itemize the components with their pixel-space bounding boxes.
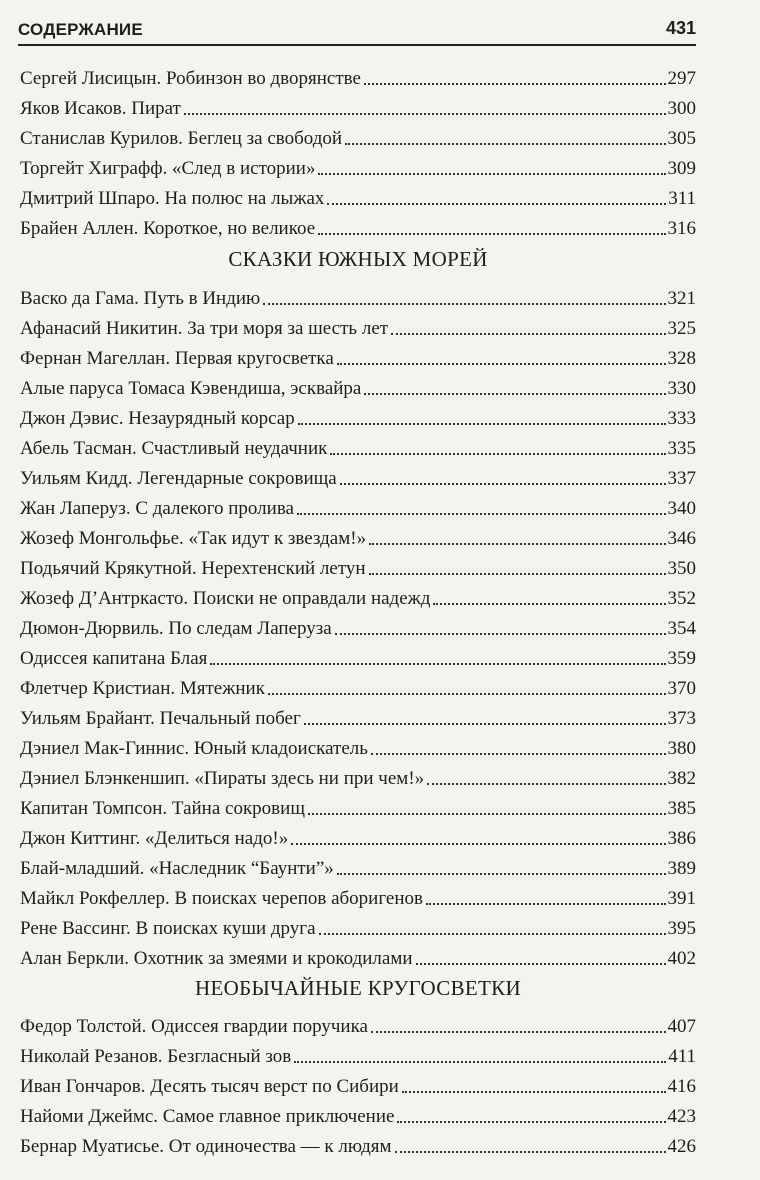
entry-page: 340 [667,498,696,519]
entry-title: Капитан Томпсон. Тайна сокровищ [20,798,305,819]
dot-leader [402,1091,666,1093]
dot-leader [395,1151,666,1153]
entry-page: 423 [667,1106,696,1127]
section-heading: СКАЗКИ ЮЖНЫХ МОРЕЙ [228,247,488,271]
dot-leader [291,843,665,845]
entry-title: Алые паруса Томаса Кэвендиша, эсквайра [20,378,362,399]
dot-leader [371,1031,666,1033]
entry-title: Афанасий Никитин. За три моря за шесть лет [20,318,389,339]
dot-leader [364,393,665,395]
dot-leader [337,363,666,365]
dot-leader [184,113,666,115]
dot-leader [268,693,666,695]
entry-page: 411 [668,1046,696,1067]
toc-entry [20,432,696,460]
entry-page: 395 [667,918,696,939]
dot-leader [210,663,665,665]
entry-page: 386 [667,828,696,849]
toc-entry [20,552,696,580]
entry-title: Жозеф Монгольфье. «Так идут к звездам!» [20,528,367,549]
toc-entry [20,492,696,520]
toc-entry [20,1010,696,1038]
dot-leader [337,873,666,875]
dot-leader [416,963,666,965]
entry-title: Дэниел Мак-Гиннис. Юный кладоискатель [20,738,368,759]
entry-page: 389 [667,858,696,879]
toc-entry [20,1130,696,1158]
toc-entry [20,912,696,940]
toc-entry [20,852,696,880]
entry-page: 354 [667,618,696,639]
section-heading: НЕОБЫЧАЙНЫЕ КРУГОСВЕТКИ [195,976,521,1000]
toc-entry [20,312,696,340]
entry-title: Брайен Аллен. Короткое, но великое [20,218,316,239]
page-number: 431 [665,18,696,38]
dot-leader [364,83,666,85]
entry-page: 426 [667,1136,696,1157]
page-header [18,18,696,46]
entry-title: Сергей Лисицын. Робинзон во дворянстве [20,68,361,89]
toc-entry [20,882,696,910]
entry-title: Дюмон-Дюрвиль. По следам Лаперуза [20,618,332,639]
toc-entry [20,612,696,640]
toc-entry [20,702,696,730]
entry-title: Абель Тасман. Счастливый неудачник [20,438,328,459]
entry-page: 380 [667,738,696,759]
entry-page: 328 [667,348,696,369]
running-title: СОДЕРЖАНИЕ [18,20,143,39]
entry-title: Джон Дэвис. Незаурядный корсар [20,408,295,429]
entry-title: Иван Гончаров. Десять тысяч верст по Сибири [20,1076,399,1097]
entry-title: Рене Вассинг. В поисках куши друга [20,918,316,939]
entry-page: 407 [667,1016,696,1037]
toc-entry [20,522,696,550]
dot-leader [345,143,665,145]
toc-entry [20,92,696,120]
dot-leader [397,1121,665,1123]
entry-title: Джон Киттинг. «Делиться надо!» [20,828,289,849]
entry-page: 309 [667,158,696,179]
entry-page: 402 [667,948,696,969]
toc-entry [20,282,696,310]
entry-title: Уильям Брайант. Печальный побег [20,708,301,729]
entry-title: Алан Беркли. Охотник за змеями и крокодилами [20,948,413,969]
dot-leader [319,933,666,935]
toc-entry [20,1070,696,1098]
toc-entry [20,342,696,370]
dot-leader [318,233,665,235]
dot-leader [318,173,665,175]
dot-leader [433,603,665,605]
dot-leader [371,753,666,755]
entry-title: Фернан Магеллан. Первая кругосветка [20,348,334,369]
entry-title: Федор Толстой. Одиссея гвардии поручика [20,1016,368,1037]
entry-title: Дмитрий Шпаро. На полюс на лыжах [20,188,325,209]
toc-entry [20,152,696,180]
entry-title: Одиссея капитана Блая [20,648,208,669]
entry-page: 297 [667,68,696,89]
entry-page: 330 [667,378,696,399]
entry-page: 391 [667,888,696,909]
dot-leader [294,1061,666,1063]
entry-title: Жозеф Д’Антркасто. Поиски не оправдали надежд [20,588,431,609]
entry-title: Яков Исаков. Пират [20,98,181,119]
dot-leader [298,423,666,425]
dot-leader [427,783,665,785]
entry-title: Блай-младший. «Наследник “Баунти”» [20,858,334,879]
toc-entry [20,762,696,790]
toc-entry [20,62,696,90]
entry-page: 359 [667,648,696,669]
toc-entry [20,672,696,700]
entry-page: 350 [667,558,696,579]
entry-page: 346 [667,528,696,549]
dot-leader [335,633,666,635]
dot-leader [340,483,666,485]
dot-leader [263,303,665,305]
entry-title: Васко да Гама. Путь в Индию [20,288,261,309]
dot-leader [369,543,665,545]
toc-entry [20,462,696,490]
entry-title: Бернар Муатисье. От одиночества — к людям [20,1136,392,1157]
toc-entry [20,212,696,240]
toc-entry [20,942,696,970]
entry-title: Станислав Курилов. Беглец за свободой [20,128,343,149]
dot-leader [391,333,665,335]
entry-page: 300 [667,98,696,119]
toc-entry [20,732,696,760]
entry-page: 311 [668,188,696,209]
toc-entry [20,822,696,850]
entry-page: 382 [667,768,696,789]
toc-entry [20,1040,696,1068]
entry-page: 373 [667,708,696,729]
dot-leader [308,813,666,815]
dot-leader [369,573,666,575]
entry-title: Флетчер Кристиан. Мятежник [20,678,265,699]
toc-entry [20,792,696,820]
entry-title: Найоми Джеймс. Самое главное приключение [20,1106,395,1127]
toc-entry [20,402,696,430]
toc-entry [20,122,696,150]
entry-page: 337 [667,468,696,489]
toc-entry [20,642,696,670]
entry-title: Уильям Кидд. Легендарные сокровища [20,468,337,489]
dot-leader [297,513,666,515]
dot-leader [426,903,666,905]
entry-title: Подьячий Крякутной. Нерехтенский летун [20,558,366,579]
toc-entry [20,182,696,210]
dot-leader [330,453,665,455]
entry-page: 416 [667,1076,696,1097]
entry-page: 333 [667,408,696,429]
entry-page: 352 [667,588,696,609]
entry-title: Дэниел Блэнкеншип. «Пираты здесь ни при чем!» [20,768,425,789]
dot-leader [304,723,666,725]
toc-entry [20,1100,696,1128]
entry-page: 305 [667,128,696,149]
entry-page: 316 [667,218,696,239]
entry-title: Торгейт Хиграфф. «След в истории» [20,158,316,179]
dot-leader [327,203,666,205]
entry-page: 370 [667,678,696,699]
toc-entry [20,372,696,400]
entry-title: Николай Резанов. Безгласный зов [20,1046,292,1067]
entry-title: Жан Лаперуз. С далекого пролива [20,498,294,519]
toc-entry [20,582,696,610]
entry-page: 335 [667,438,696,459]
entry-page: 385 [667,798,696,819]
entry-page: 325 [667,318,696,339]
entry-page: 321 [667,288,696,309]
entry-title: Майкл Рокфеллер. В поисках черепов аборигенов [20,888,423,909]
